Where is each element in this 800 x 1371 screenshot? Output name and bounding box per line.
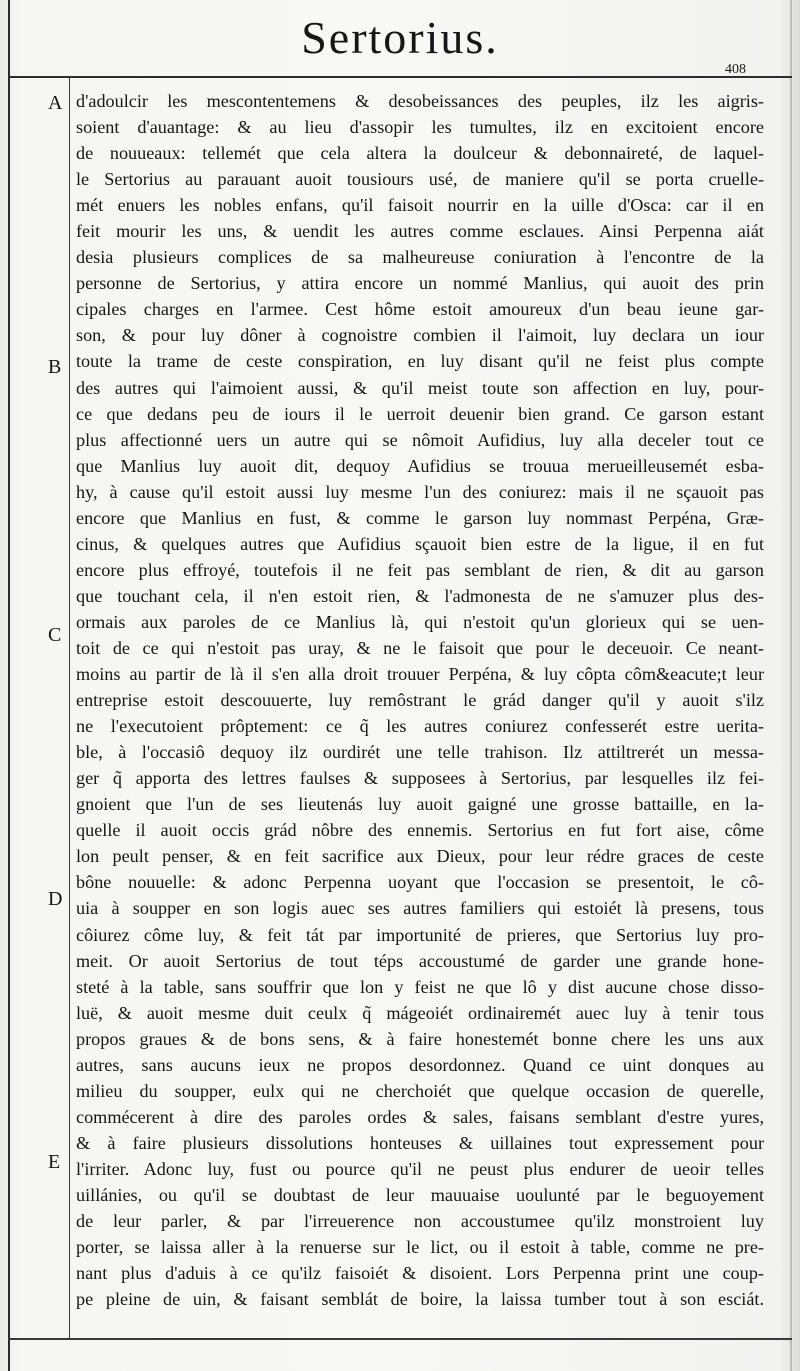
margin-letter-a: A bbox=[48, 92, 63, 114]
text-line: encore plus effroyé, toutefois il ne feit pas semblant de rien, & dit au garson bbox=[76, 559, 764, 580]
text-line: entreprise estoit descouuerte, luy remôstrant le grád danger qu'il y auoit s'ilz bbox=[76, 690, 764, 711]
left-border-rule bbox=[8, 0, 10, 1371]
header-rule bbox=[8, 76, 792, 78]
margin-letter-e: E bbox=[48, 1151, 61, 1173]
text-line: milieu du soupper, eulx qui ne cherchoiét que quelque occasion de querelle, bbox=[76, 1080, 764, 1101]
text-line: que Manlius luy auoit dit, dequoy Aufidius se trouua merueilleusemét esba- bbox=[76, 455, 764, 476]
text-line: luë, & auoit mesme duit ceulx q̃ mágeoiét ordinairemét auec luy à tenir tous bbox=[76, 1002, 764, 1023]
running-head-title: Sertorius. bbox=[301, 12, 499, 63]
right-border-rule bbox=[790, 0, 792, 1371]
text-line: d'adoulcir les mescontentemens & desobeissances des peuples, ilz les aigris- bbox=[76, 91, 764, 111]
text-line: mét enuers les nobles enfans, qu'il faisoit nourrir en la uille d'Osca: car il en bbox=[76, 195, 764, 216]
text-line: uia à soupper en son logis auec ses autres familiers qui estoiét là presens, tous bbox=[76, 898, 764, 919]
text-line: steté à la table, sans souffrir que lon y feist ne que lô y dist aucune chose disso- bbox=[76, 976, 764, 997]
text-line: plus affectionné uers un autre qui se nômoit Aufidius, luy alla deceler tout ce bbox=[76, 429, 764, 450]
body-text bbox=[76, 88, 764, 1312]
text-line: ger q̃ apporta des lettres faulses & supposees à Sertorius, par lesquelles ilz fei- bbox=[76, 768, 764, 789]
margin-letter-b: B bbox=[48, 356, 62, 378]
text-line: commécerent à dire des paroles ordes & sales, faisans semblant d'estre yures, bbox=[76, 1106, 764, 1127]
text-line: toit de ce qui n'estoit pas uray, & ne le faisoit que pour le deceuoir. Ce neant- bbox=[76, 637, 764, 658]
text-line: le Sertorius au parauant auoit tousiours usé, de maniere qu'il se porta cruelle- bbox=[76, 169, 764, 190]
text-line: son, & pour luy dôner à cognoistre combien il l'aimoit, luy declara un iour bbox=[76, 325, 764, 346]
text-line: cinus, & quelques autres que Aufidius sçauoit bien estre de la ligue, il en fut bbox=[76, 533, 764, 554]
text-line: encore que Manlius en fust, & comme le garson luy nommast Perpéna, Græ- bbox=[76, 507, 764, 528]
text-line: que touchant cela, il n'en estoit rien, & l'admonesta de ne s'amuzer plus des- bbox=[76, 585, 764, 606]
text-line: ce que dedans peu de iours il le uerroit deuenir bien grand. Ce garson estant bbox=[76, 403, 764, 424]
text-line: uillánies, ou qu'il se doubtast de leur mauuaise uoulunté par le beguoyement bbox=[76, 1184, 764, 1205]
margin-letter-c: C bbox=[48, 624, 62, 646]
text-line: côiurez côme luy, & feit tát par importunité de prieres, que Sertorius luy pro- bbox=[76, 924, 764, 945]
text-line: des autres qui l'aimoient aussi, & qu'il meist toute son affection en luy, pour- bbox=[76, 377, 764, 398]
text-line: personne de Sertorius, y attira encore un nommé Manlius, qui auoit des prin bbox=[76, 273, 764, 294]
text-line: de nouueaux: tellemét que cela altera la doulceur & debonnaireté, de laquel- bbox=[76, 143, 764, 164]
text-line: toute la trame de ceste conspiration, en luy disant qu'il ne feist plus compte bbox=[76, 351, 764, 372]
footer-rule bbox=[8, 1338, 792, 1340]
text-line: cipales charges en l'armee. Cest hôme estoit amoureux d'un beau ieune gar- bbox=[76, 299, 764, 320]
text-line: hy, à cause qu'il estoit aussi luy mesme l'un des coniurez: mais il ne sçauoit pas bbox=[76, 481, 764, 502]
text-line: l'irriter. Adonc luy, fust ou pource qu'il ne peust plus endurer de ueoir telles bbox=[76, 1158, 764, 1179]
margin-letter-d: D bbox=[48, 888, 63, 910]
text-line: ble, à l'occasiô dequoy ilz ourdirét une telle trahison. Ilz attiltrerét un messa- bbox=[76, 742, 764, 763]
text-line: de leur parler, & par l'irreuerence non accoustumee qu'ilz monstroient luy bbox=[76, 1211, 764, 1232]
text-line: feit mourir les uns, & uendit les autres comme esclaues. Ainsi Perpenna aiát bbox=[76, 221, 764, 242]
text-line: soient d'auantage: & au lieu d'assopir les tumultes, ilz en excitoient encore bbox=[76, 117, 764, 138]
text-line: lon peult penser, & en feit sacrifice aux Dieux, pour leur rédre graces de ceste bbox=[76, 846, 764, 867]
page-number: 408 bbox=[725, 62, 746, 77]
text-line: meit. Or auoit Sertorius de tout téps accoustumé de garder une grande hone- bbox=[76, 950, 764, 971]
text-line: nant plus d'aduis à ce qu'ilz faisoiét & disoient. Lors Perpenna print une coup- bbox=[76, 1263, 764, 1284]
text-line: quelle il auoit occis grád nôbre des ennemis. Sertorius en fut fort aise, côme bbox=[76, 820, 764, 841]
text-line: bône nouuelle: & adonc Perpenna uoyant que l'occasion se presentoit, le cô- bbox=[76, 872, 764, 893]
text-line: gnoient que l'un de ses lieutenás luy auoit gaigné une grosse battaille, en la- bbox=[76, 794, 764, 815]
margin-rule bbox=[69, 78, 70, 1340]
text-line: ne l'executoient prôptement: ce q̃ les autres coniurez confesserét estre uerita- bbox=[76, 716, 764, 737]
text-line: porter, se laissa aller à la renuerse sur le lict, ou il estoit à table, comme ne pre- bbox=[76, 1237, 764, 1258]
text-line: propos graues & de bons sens, & à faire honestemét bonne chere les uns aux bbox=[76, 1028, 764, 1049]
text-line: & à faire plusieurs dissolutions honteuses & uillaines tout expressement pour bbox=[76, 1132, 764, 1153]
text-line: moins au partir de là il s'en alla droit trouuer Perpéna, & luy côpta côm&eacute;t leur bbox=[76, 664, 764, 685]
text-line: ormais aux paroles de ce Manlius là, qui n'estoit qu'un glorieux qui se uen- bbox=[76, 611, 764, 632]
text-line: autres, sans aucuns ieux ne propos desordonnez. Quand ce uint donques au bbox=[76, 1054, 764, 1075]
text-line: desia plusieurs complices de sa malheureuse coniuration à l'encontre de la bbox=[76, 247, 764, 268]
text-line: pe pleine de uin, & faisant semblát de boire, la laissa tumber tout à son esciát. bbox=[76, 1289, 764, 1310]
